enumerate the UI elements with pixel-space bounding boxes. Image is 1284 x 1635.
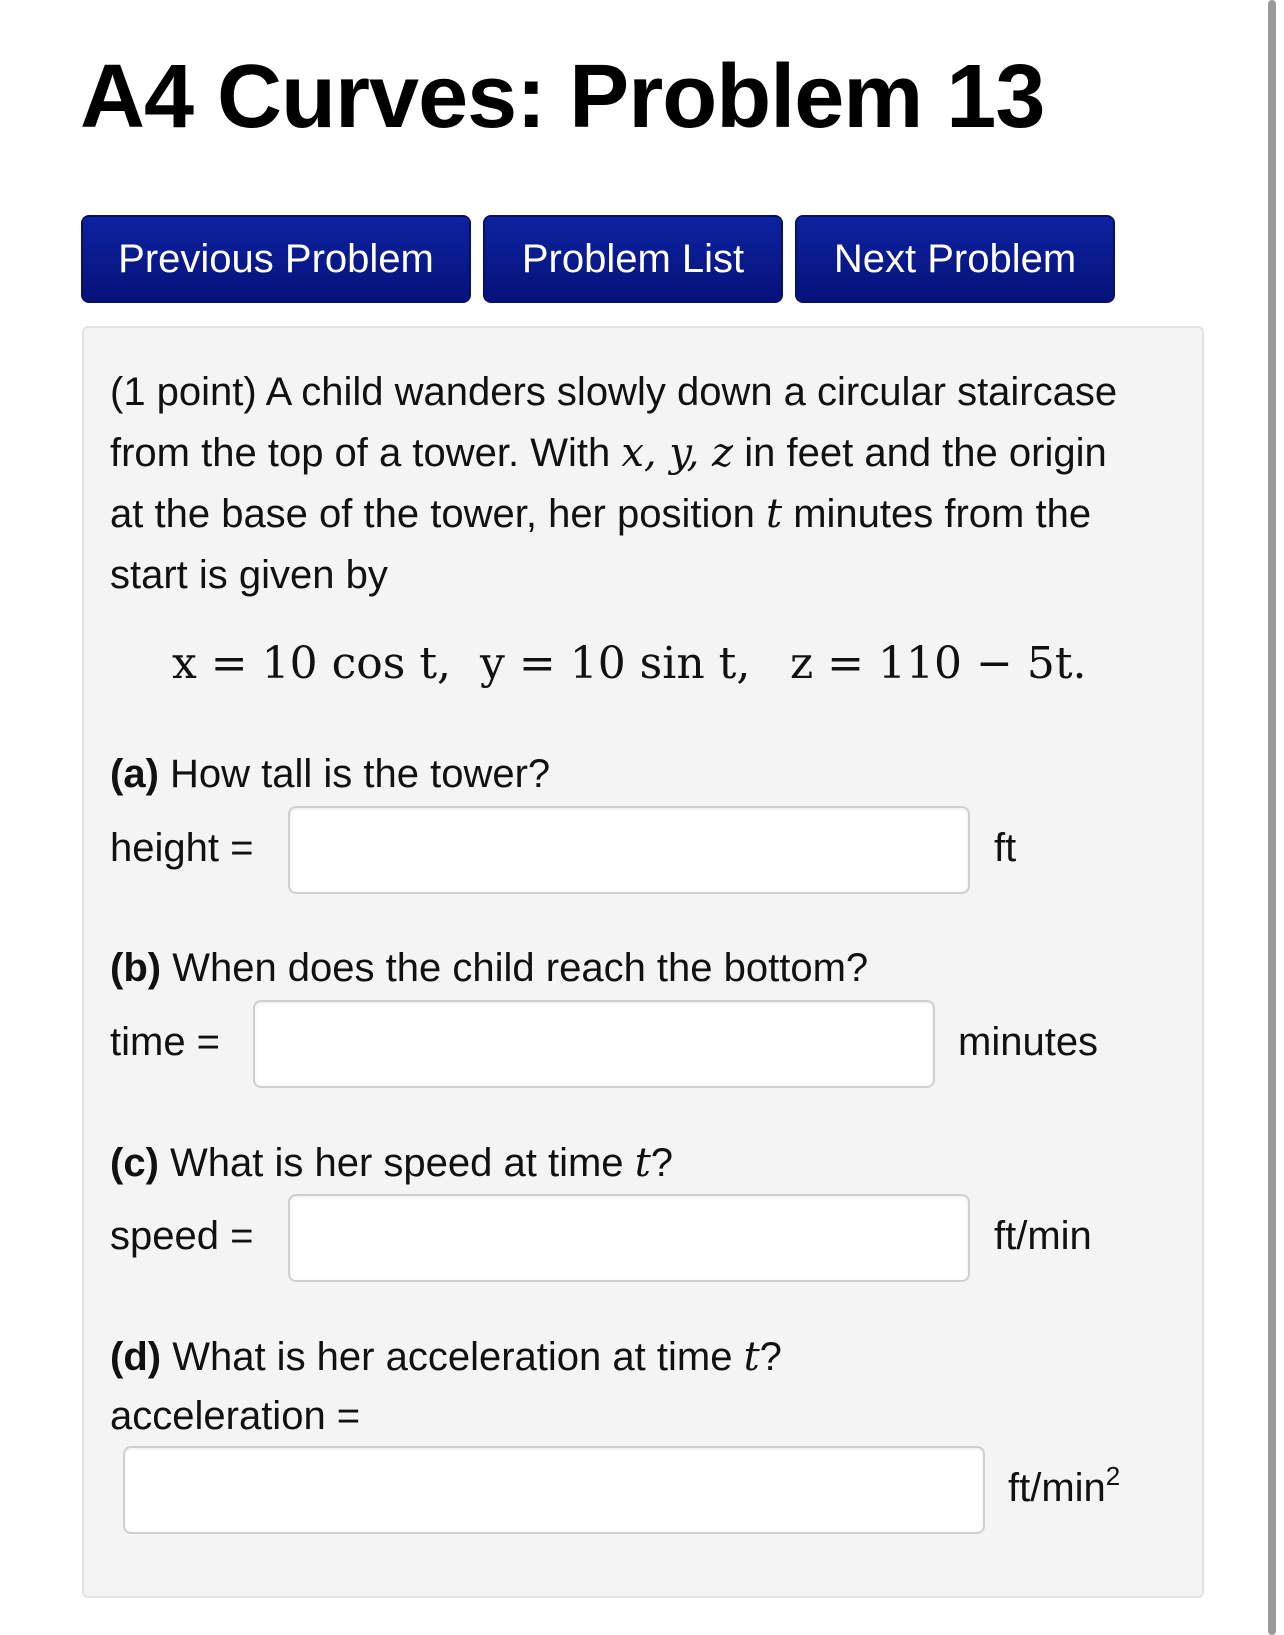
question-b [110,946,868,991]
question-c-text: What is her speed at time [170,1141,624,1185]
variables-xyz: x, y, z [621,430,734,476]
question-a-text: How tall is the tower? [170,752,551,796]
question-d-qmark: ? [759,1335,782,1379]
acceleration-unit-base: ft/min [1008,1466,1106,1510]
height-input[interactable] [288,806,970,894]
acceleration-input[interactable] [123,1446,985,1534]
previous-problem-button[interactable]: Previous Problem [81,215,471,303]
question-c [110,1140,673,1186]
acceleration-label: acceleration = [110,1394,361,1438]
height-unit: ft [994,826,1017,870]
part-b-tag: (b) [110,946,162,990]
points-label: (1 point) [110,370,257,414]
page-title: A4 Curves: Problem 13 [80,47,1045,147]
variable-t: t [766,491,783,537]
time-input[interactable] [253,1000,935,1088]
intro-text-2: in feet and the origin at the base of the tower, her position [110,431,1107,536]
problem-list-button[interactable]: Problem List [483,215,783,303]
time-label: time = [110,1020,221,1064]
problem-statement [110,362,1130,606]
speed-unit: ft/min [994,1214,1092,1258]
time-unit: minutes [958,1020,1099,1064]
question-d-t: t [743,1334,760,1380]
speed-input[interactable] [288,1194,970,1282]
page-scrollbar[interactable] [1268,0,1276,1635]
next-problem-button[interactable]: Next Problem [795,215,1115,303]
equation-y: y = 10 sin t, [480,638,751,689]
equation-z: z = 110 − 5t. [790,638,1087,689]
question-a [110,752,550,797]
question-d-text: What is her acceleration at time [172,1335,733,1379]
height-label: height = [110,826,254,870]
part-c-tag: (c) [110,1141,159,1185]
question-b-text: When does the child reach the bottom? [172,946,869,990]
intro-text-3: minutes from the start is given by [110,492,1092,597]
part-d-tag: (d) [110,1335,162,1379]
question-c-qmark: ? [650,1141,674,1185]
question-d [110,1334,782,1380]
speed-label: speed = [110,1214,254,1258]
equation-x: x = 10 cos t, [172,638,451,689]
acceleration-unit-exponent: 2 [1105,1461,1121,1491]
part-a-tag: (a) [110,752,159,796]
acceleration-unit [1008,1461,1121,1511]
intro-text-1: A child wanders slowly down a circular staircase from the top of a tower. With [110,370,1118,475]
question-c-t: t [634,1140,651,1186]
